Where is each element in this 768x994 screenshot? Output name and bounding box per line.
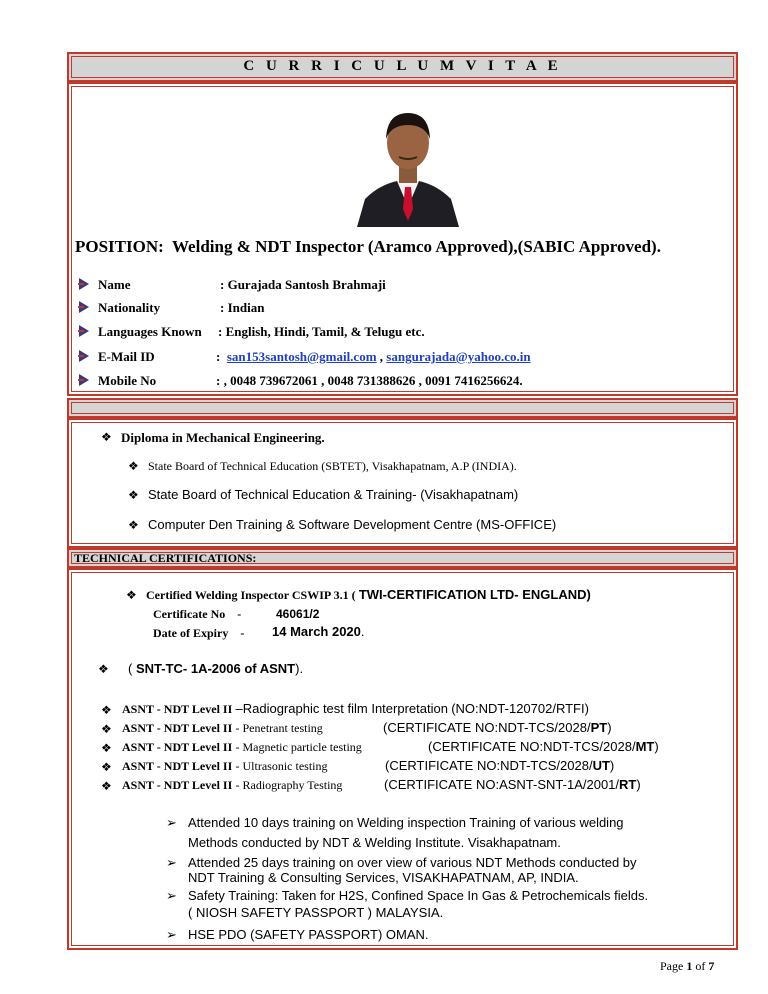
cswip-title-b: TWI-CERTIFICATION LTD- ENGLAND) [358,587,591,602]
training-item: Attended 10 days training on Welding inspection Training of various welding [188,815,624,830]
bullet-arrow-icon [78,277,90,291]
document-title: C U R R I C U L U M V I T A E [243,58,562,74]
expiry-value [272,624,365,639]
asnt-code: UT [592,758,610,773]
diamond-bullet-icon: ❖ [128,488,139,502]
cert-no-label: Certificate No - [153,607,242,621]
asnt-level: ASNT - NDT Level II [122,740,233,754]
bullet-arrow-icon [78,300,90,314]
name-label: Name [98,277,131,292]
asnt-row [122,777,342,793]
asnt-cert-text: (CERTIFICATE NO:NDT-TCS/2028/ [383,720,591,735]
languages-value: : English, Hindi, Tamil, & Telugu etc. [218,324,425,339]
training-item: Attended 25 days training on over view of various NDT Methods conducted by [188,855,637,870]
cswip-title [146,587,591,603]
arrow-bullet-icon: ➢ [166,888,177,903]
asnt-standard-open: ( [128,661,133,676]
cert-no-value: 46061/2 [276,607,320,621]
training-item-cont: NDT Training & Consulting Services, VISAKHAPATNAM, AP, INDIA. [188,870,579,885]
asnt-level: ASNT - NDT Level II [122,778,233,792]
asnt-code: PT [590,720,608,735]
asnt-code: RT [619,777,637,792]
diamond-bullet-icon: ❖ [128,518,139,532]
asnt-row [122,739,362,755]
asnt-cert-text: (CERTIFICATE NO:ASNT-SNT-1A/2001/ [384,777,620,792]
expiry-end: . [360,624,365,639]
profile-photo [339,99,477,227]
asnt-level: ASNT - NDT Level II [122,759,233,773]
education-heading: Diploma in Mechanical Engineering. [121,430,325,445]
diamond-bullet-icon: ❖ [101,722,112,736]
arrow-bullet-icon: ➢ [166,855,177,870]
title-bar [67,52,738,82]
asnt-cert-end: ) [654,739,659,754]
training-item-cont: ( NIOSH SAFETY PASSPORT ) MALAYSIA. [188,905,444,920]
asnt-cert [384,777,641,792]
tech-cert-header: TECHNICAL CERTIFICATIONS: [74,551,257,565]
training-item: HSE PDO (SAFETY PASSPORT) OMAN. [188,927,429,942]
bullet-arrow-icon [78,373,90,387]
asnt-method: - Penetrant testing [235,721,323,735]
asnt-code: MT [635,739,655,754]
asnt-row [122,720,323,736]
position-label: POSITION: [75,237,164,256]
diamond-bullet-icon: ❖ [98,662,109,676]
section-divider-bar [67,398,738,418]
email-values [216,349,531,365]
asnt-cert [428,739,659,754]
asnt-method: - Magnetic particle testing [235,740,362,754]
bullet-arrow-icon [78,349,90,363]
asnt-cert [383,720,612,735]
name-value: : Gurajada Santosh Brahmaji [220,277,386,292]
asnt-standard [128,661,303,676]
asnt-standard-close: ). [295,661,304,676]
education-item: Computer Den Training & Software Development Centre (MS-OFFICE) [148,517,557,532]
asnt-method: - Radiography Testing [235,778,343,792]
diamond-bullet-icon: ❖ [101,760,112,774]
email-link-primary[interactable]: san153santosh@gmail.com [226,349,377,364]
languages-label: Languages Known [98,324,202,339]
diamond-bullet-icon: ❖ [101,430,112,444]
email-separator: : [216,349,221,364]
mobile-value: : , 0048 739672061 , 0048 731388626 , 0091 7416256624. [216,373,523,388]
nationality-value: : Indian [220,300,265,315]
email-link-secondary[interactable]: sangurajada@yahoo.co.in [386,349,531,364]
footer-total-pages: 7 [708,959,715,973]
asnt-row [122,701,589,717]
diamond-bullet-icon: ❖ [101,779,112,793]
training-item-cont: Methods conducted by NDT & Welding Institute. Visakhapatnam. [188,835,561,850]
nationality-label: Nationality [98,300,161,315]
bullet-arrow-icon [78,324,90,338]
asnt-cert-end: ) [636,777,641,792]
mobile-label: Mobile No [98,373,157,388]
footer-of: of [695,959,706,973]
asnt-method: - Ultrasonic testing [235,759,328,773]
page-footer [660,959,714,974]
tech-cert-header-bar [67,548,738,568]
arrow-bullet-icon: ➢ [166,815,177,830]
position-line [75,237,661,257]
cswip-title-a: Certified Welding Inspector CSWIP 3.1 ( [146,588,356,602]
asnt-cert: (NO:NDT-120702/RTFI) [451,701,589,716]
education-item: State Board of Technical Education (SBTET), Visakhapatnam, A.P (INDIA). [148,459,517,473]
diamond-bullet-icon: ❖ [126,588,137,602]
expiry-date: 14 March 2020 [272,624,361,639]
footer-current-page: 1 [686,959,693,973]
asnt-method: –Radiographic test film Interpretation [235,701,448,716]
asnt-cert [385,758,614,773]
diamond-bullet-icon: ❖ [101,703,112,717]
arrow-bullet-icon: ➢ [166,927,177,942]
asnt-cert-end: ) [607,720,612,735]
expiry-label: Date of Expiry - [153,626,245,640]
education-item: State Board of Technical Education & Training- (Visakhapatnam) [148,487,519,502]
diamond-bullet-icon: ❖ [128,459,139,473]
position-text: Welding & NDT Inspector (Aramco Approved),(SABIC Approved). [172,237,661,256]
asnt-cert-text: (CERTIFICATE NO:NDT-TCS/2028/ [428,739,636,754]
asnt-standard-name: SNT-TC- 1A-2006 of ASNT [135,661,296,676]
profile-photo-image [339,99,477,227]
asnt-level: ASNT - NDT Level II [122,702,233,716]
training-item: Safety Training: Taken for H2S, Confined Space In Gas & Petrochemicals fields. [188,888,649,903]
asnt-cert-text: (CERTIFICATE NO:NDT-TCS/2028/ [385,758,593,773]
asnt-cert-end: ) [609,758,615,773]
asnt-level: ASNT - NDT Level II [122,721,233,735]
asnt-row [122,758,327,774]
footer-page-label: Page [660,959,684,973]
diamond-bullet-icon: ❖ [101,741,112,755]
email-label: E-Mail ID [98,349,155,364]
email-comma: , [379,349,384,364]
